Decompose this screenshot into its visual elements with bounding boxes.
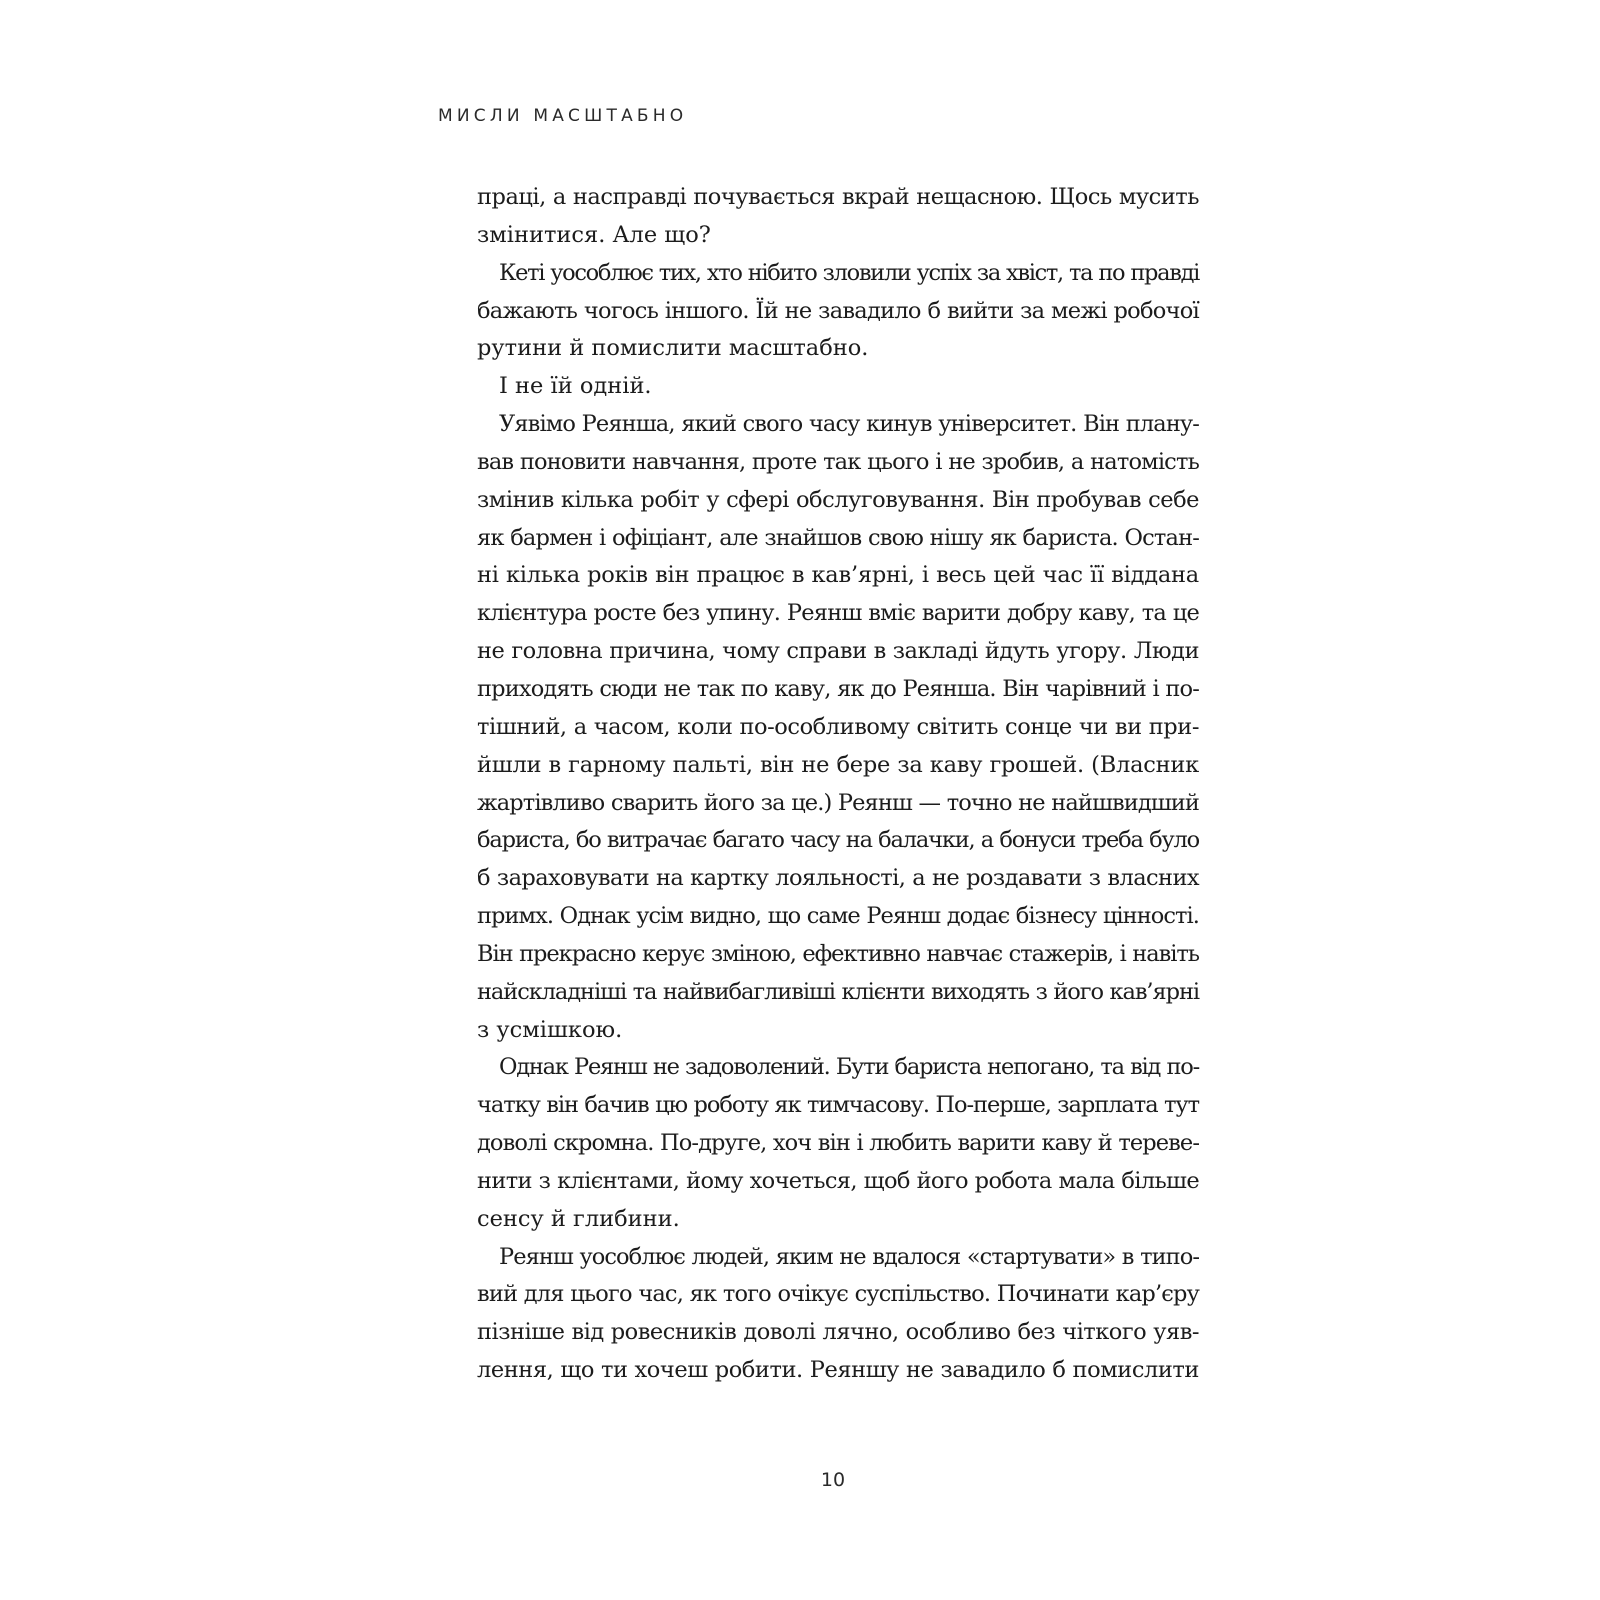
text-line: з усмішкою. [477, 1016, 623, 1043]
text-line: приходять сюди не так по каву, як до Реянша. Він чарівний і по- [477, 675, 1199, 702]
text-line: пізніше від ровесників доволі лячно, особливо без чіткого уяв- [477, 1319, 1199, 1346]
text-line: як бармен і офіціант, але знайшов свою нішу як бариста. Остан- [477, 524, 1199, 551]
text-line: праці, а насправді почувається вкрай нещасною. Щось мусить [477, 184, 1199, 210]
text-line: Однак Реянш не задоволений. Бути бариста непогано, та від по- [499, 1054, 1199, 1081]
text-line: жартівливо сварить його за це.) Реянш — точно не найшвидший [477, 789, 1199, 816]
text-line: вий для цього час, як того очікує суспільство. Починати кар’єру [477, 1281, 1199, 1308]
text-line: змінитися. Але що? [477, 221, 711, 248]
text-line: клієнтура росте без упину. Реянш вміє варити добру каву, та це [477, 600, 1199, 627]
text-line: І не їй одній. [499, 373, 652, 400]
text-line: сенсу й глибини. [477, 1205, 680, 1232]
text-line: чатку він бачив цю роботу як тимчасову. По-перше, зарплата тут [477, 1092, 1199, 1119]
text-line: тішний, а часом, коли по-особливому світить сонце чи ви при- [477, 713, 1199, 740]
text-line: доволі скромна. По-друге, хоч він і любить варити каву й тереве- [477, 1130, 1199, 1157]
body-text [477, 179, 1199, 1390]
text-line: Реянш уособлює людей, яким не вдалося «стартувати» в типо- [499, 1243, 1199, 1270]
text-line: Він прекрасно керує зміною, ефективно навчає стажерів, і навіть [477, 940, 1199, 967]
text-line: бажають чогось іншого. Їй не завадило б вийти за межі робочої [477, 297, 1199, 324]
text-line: рутини й помислити масштабно. [477, 335, 869, 362]
page-number: 10 [820, 1469, 846, 1491]
text-line: найскладніші та найвибагливіші клієнти виходять з його кав’ярні [477, 978, 1199, 1005]
text-line: нити з клієнтами, йому хочеться, щоб його робота мала більше [477, 1167, 1199, 1194]
text-line: б зараховувати на картку лояльності, а не роздавати з власних [477, 865, 1199, 892]
text-line: вав поновити навчання, проте так цього і не зробив, а натомість [477, 448, 1199, 475]
text-line: лення, що ти хочеш робити. Реяншу не завадило б помислити [477, 1357, 1199, 1384]
running-head: МИСЛИ МАСШТАБНО [438, 106, 688, 126]
text-line: Кеті уособлює тих, хто нібито зловили успіх за хвіст, та по правді [499, 259, 1199, 286]
text-line: ні кілька років він працює в кав’ярні, і весь цей час її віддана [477, 562, 1199, 589]
text-line: Уявімо Реянша, який свого часу кинув університет. Він плану- [499, 411, 1199, 438]
text-line: не головна причина, чому справи в закладі йдуть угору. Люди [477, 638, 1199, 665]
text-line: змінив кілька робіт у сфері обслуговування. Він пробував себе [477, 486, 1199, 513]
text-line: йшли в гарному пальті, він не бере за каву грошей. (Власник [477, 751, 1199, 778]
text-line: бариста, бо витрачає багато часу на балачки, а бонуси треба було [477, 827, 1199, 854]
text-line: примх. Однак усім видно, що саме Реянш додає бізнесу цінності. [477, 903, 1199, 930]
